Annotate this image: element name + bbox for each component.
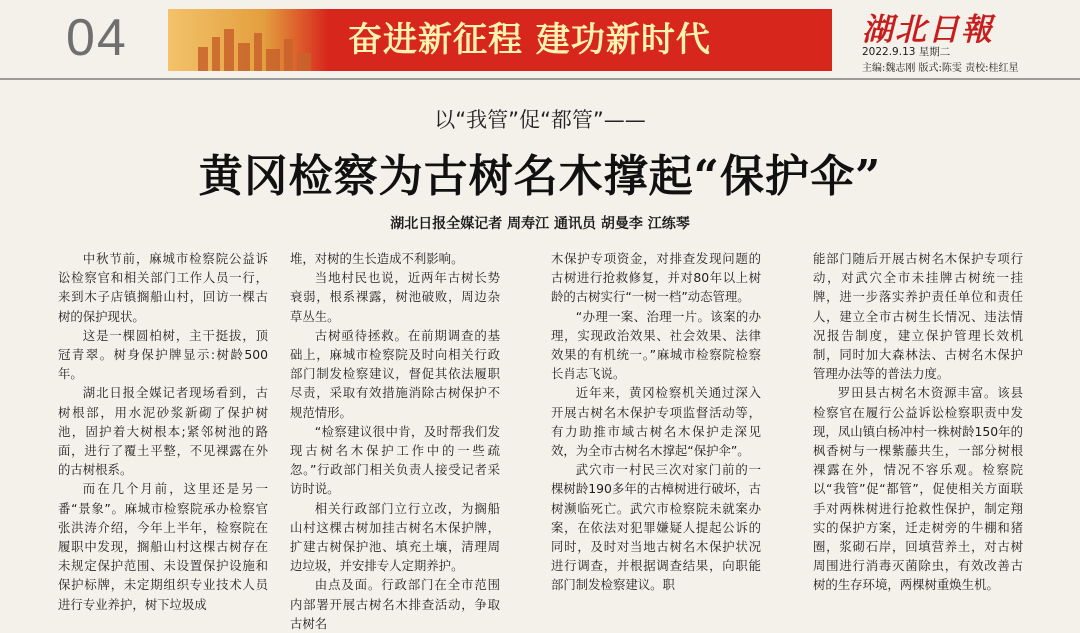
paragraph: 能部门随后开展古树名木保护专项行动，对武穴全市未挂牌古树统一挂牌，进一步落实养护责任单位和责任人，建立全市古树生长情况、违法情况报告制度，建立保护管理长效机制，同时加大森林法、古树名木保护管理办法等的普法力度。 — [813, 251, 1023, 382]
paragraph: 而在几个月前，这里还是另一番“景象”。麻城市检察院承办检察官张洪涛介绍，今年上半年，检察院在履职中发现，搁船山村这棵古树存在未规定保护范围、未设置保护设施和保护标牌，未定期组织专业技术人员进行专业养护，树下垃圾成 — [58, 481, 268, 612]
article-kicker: 以“我管”促“都管”—— — [434, 108, 646, 132]
paragraph: 中秋节前，麻城市检察院公益诉讼检察官和相关部门工作人员一行，来到木子店镇搁船山村，回访一棵古树的保护现状。 — [58, 251, 268, 324]
paragraph: 近年来，黄冈检察机关通过深入开展古树名木保护专项监督活动等，有力助推市域古树名木保护走深见效，为全市古树名木撑起“保护伞”。 — [551, 385, 761, 459]
editor-credits: 主编:魏志刚 版式:陈雯 责校:桂红星 — [862, 63, 1019, 74]
paragraph: “检察建议很中肯，及时帮我们发现古树名木保护工作中的一些疏忽。”行政部门相关负责人接受记者采访时说。 — [290, 423, 500, 497]
banner-slogan: 奋进新征程 建功新时代 — [348, 20, 711, 60]
article-column-1 — [58, 249, 268, 612]
newspaper-masthead-logo: 湖北日報 — [862, 12, 994, 48]
paragraph: 堆，对树的生长造成不利影响。 — [290, 251, 464, 266]
paragraph: 罗田县古树名木资源丰富。该县检察官在履行公益诉讼检察职责中发现，凤山镇白杨冲村一株树龄150年的枫香树与一棵紫藤共生，一部分树根裸露在外，情况不容乐观。检察院以“我管”促“都管”，促使相关方面联手对两株树进行抢救性保护，制定翔实的保护方案，迁走树旁的牛棚和猪圈，浆砌石岸，回填营养土，对古树周围进行消毒灭菌除虫，有效改善古树的生存环境，两棵树重焕生机。 — [813, 385, 1023, 593]
issue-date: 2022.9.13 星期二 — [862, 46, 951, 58]
paragraph: “办理一案、治理一片。该案的办理，实现政治效果、社会效果、法律效果的有机统一。”麻城市检察院检察长肖志飞说。 — [551, 308, 761, 382]
paragraph: 由点及面。行政部门在全市范围内部署开展古树名木排查活动，争取古树名 — [290, 577, 500, 631]
article-column-4 — [813, 249, 1023, 593]
city-skyline-illustration — [198, 29, 318, 71]
page-number: 04 — [66, 9, 128, 67]
paragraph: 木保护专项资金，对排查发现问题的古树进行抢救修复，并对80年以上树龄的古树实行“一树一档”动态管理。 — [551, 251, 761, 305]
article-headline: 黄冈检察为古树名木撑起“保护伞” — [198, 151, 882, 202]
paragraph: 当地村民也说，近两年古树长势衰弱，根系裸露，树池破败，周边杂草丛生。 — [290, 270, 500, 324]
article-column-2 — [290, 249, 500, 631]
paragraph: 武穴市一村民三次对家门前的一棵树龄190多年的古樟树进行破坏，古树濒临死亡。武穴市检察院未就案办案，在依法对犯罪嫌疑人提起公诉的同时，及时对当地古树名木保护状况进行调查，并根据调查结果，向职能部门制发检察建议。职 — [551, 462, 761, 593]
paragraph: 相关行政部门立行立改，为搁船山村这棵古树加挂古树名木保护牌，扩建古树保护池、填充土壤，清理周边垃圾，并安排专人定期养护。 — [290, 500, 500, 574]
article-column-3 — [551, 249, 761, 593]
article-byline: 湖北日报全媒记者 周寿江 通讯员 胡曼李 江练琴 — [390, 216, 690, 232]
paragraph: 古树亟待拯救。在前期调查的基础上，麻城市检察院及时向相关行政部门制发检察建议，督促其依法履职尽责，采取有效措施消除古树保护不规范情形。 — [290, 327, 500, 420]
paragraph: 湖北日报全媒记者现场看到，古树根部，用水泥砂浆新砌了保护树池，固护着大树根本;紧邻树池的路面，进行了覆土平整，不见裸露在外的古树根系。 — [58, 385, 268, 478]
slogan-banner — [168, 9, 832, 71]
paragraph: 这是一棵圆柏树，主干挺拔，顶冠青翠。树身保护牌显示:树龄500年。 — [58, 327, 268, 382]
header-divider — [0, 78, 1080, 80]
